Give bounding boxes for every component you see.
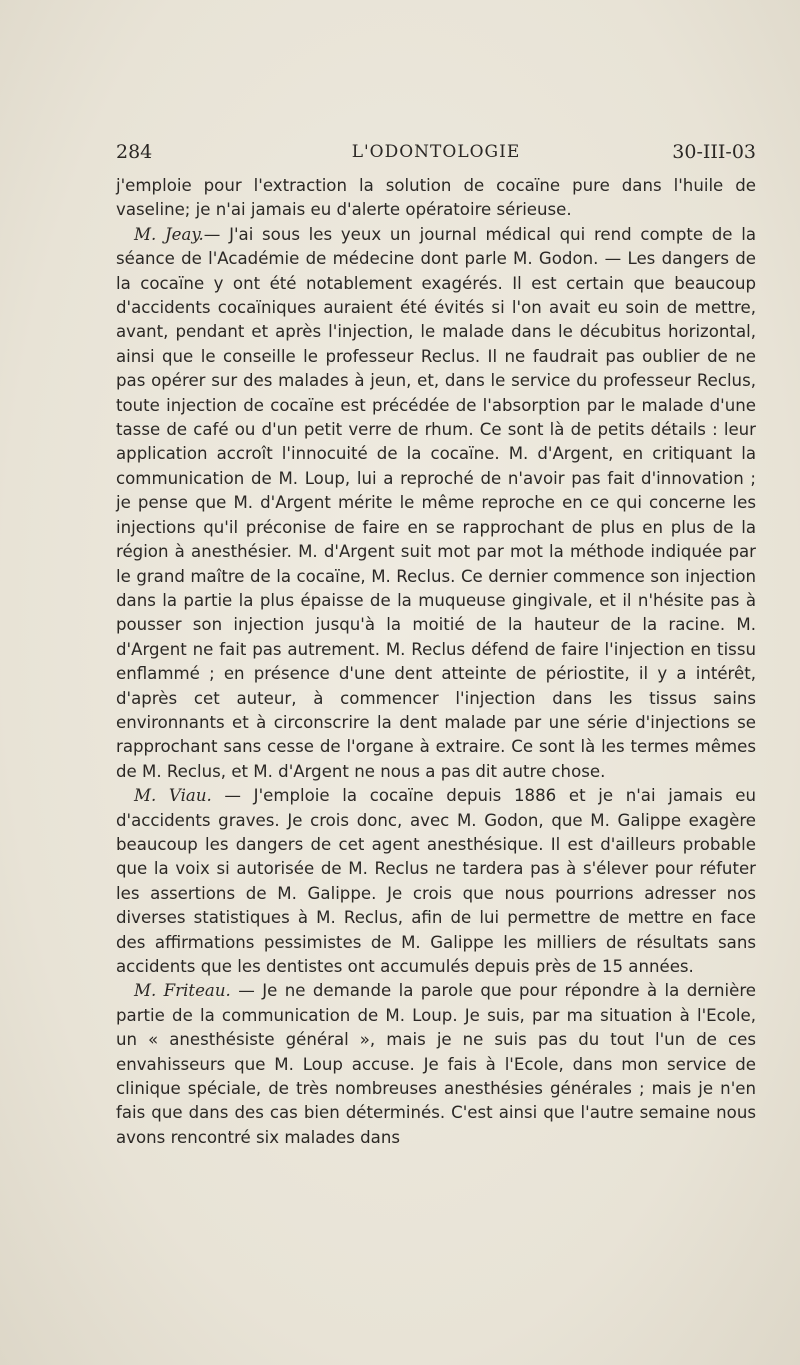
speaker-name: M. Jeay.	[134, 224, 204, 244]
paragraph-text: j'emploie pour l'extraction la solution de cocaïne pure dans l'huile de vaseline; je n'ai jamais eu d'alerte opératoire sérieuse.	[116, 176, 756, 220]
paragraph	[116, 174, 756, 223]
paragraph-text: — J'ai sous les yeux un journal médical qui rend compte de la séance de l'Académie de médecine dont parle M. Godon. — Les dangers de la cocaïne y ont été notablement exagérés. Il est certain que beaucoup d'accidents cocaïniques auraient été évités si l'on avait eu soin de mettre, avant, pendant et après l'injection, le malade dans le décubitus horizontal, ainsi que le conseille le professeur Reclus. Il ne faudrait pas oublier de ne pas opérer sur des malades à jeun, et, dans le service du professeur Reclus, toute injection de cocaïne est précédée de l'absorption par le malade d'une tasse de café ou d'un petit verre de rhum. Ce sont là de petits détails : leur application accroît l'innocuité de la cocaïne. M. d'Argent, en critiquant la communication de M. Loup, lui a reproché de n'avoir pas fait d'innovation ; je pense que M. d'Argent mérite le même reproche en ce qui concerne les injections qu'il préconise de faire en se rapprochant de plus en plus de la région à anesthésier. M. d'Argent suit mot par mot la méthode indiquée par le grand maître de la cocaïne, M. Reclus. Ce dernier commence son injection dans la partie la plus épaisse de la muqueuse gingivale, et il n'hésite pas à pousser son injection jusqu'à la moitié de la hauteur de la racine. M. d'Argent ne fait pas autrement. M. Reclus défend de faire l'injection en tissu enflammé ; en présence d'une dent atteinte de périostite, il y a intérêt, d'après cet auteur, à commencer l'injection dans les tissus sains environnants et à circonscrire la dent malade par une série d'injections se rapprochant sans cesse de l'organe à extraire. Ce sont là les termes mêmes de M. Reclus, et M. d'Argent ne nous a pas dit autre chose.	[116, 224, 756, 781]
paragraph	[116, 979, 756, 1150]
speaker-name: M. Friteau.	[134, 981, 231, 1001]
paragraph	[116, 223, 756, 784]
page-header	[116, 138, 756, 166]
paragraph-text: — J'emploie la cocaïne depuis 1886 et je n'ai jamais eu d'accidents graves. Je crois donc, avec M. Godon, que M. Galippe exagère beaucoup les dangers de cet agent anesthésique. Il est d'ailleurs probable que la voix si autorisée de M. Reclus ne tardera pas à s'élever pour réfuter les assertions de M. Galippe. Je crois que nous pourrions adresser nos diverses statistiques à M. Reclus, afin de lui permettre de mettre en face des affirmations pessimistes de M. Galippe les milliers de résultats sans accidents que les dentistes ont accumulés depuis près de 15 années.	[116, 786, 756, 976]
speaker-name: M. Viau.	[134, 786, 212, 806]
paragraph-text: — Je ne demande la parole que pour répondre à la dernière partie de la communication de M. Loup. Je suis, par ma situation à l'Ecole, un « anesthésiste général », mais je ne suis pas du tout l'un de ces envahisseurs que M. Loup accuse. Je fais à l'Ecole, dans mon service de clinique spéciale, de très nombreuses anesthésies générales ; mais je n'en fais que dans des cas bien déterminés. C'est ainsi que l'autre semaine nous avons rencontré six malades dans	[116, 981, 756, 1147]
paragraph	[116, 784, 756, 979]
running-title: L'ODONTOLOGIE	[351, 142, 521, 162]
body-text	[116, 174, 756, 1150]
page-number: 284	[116, 141, 153, 163]
issue-date: 30-III-03	[672, 141, 756, 163]
